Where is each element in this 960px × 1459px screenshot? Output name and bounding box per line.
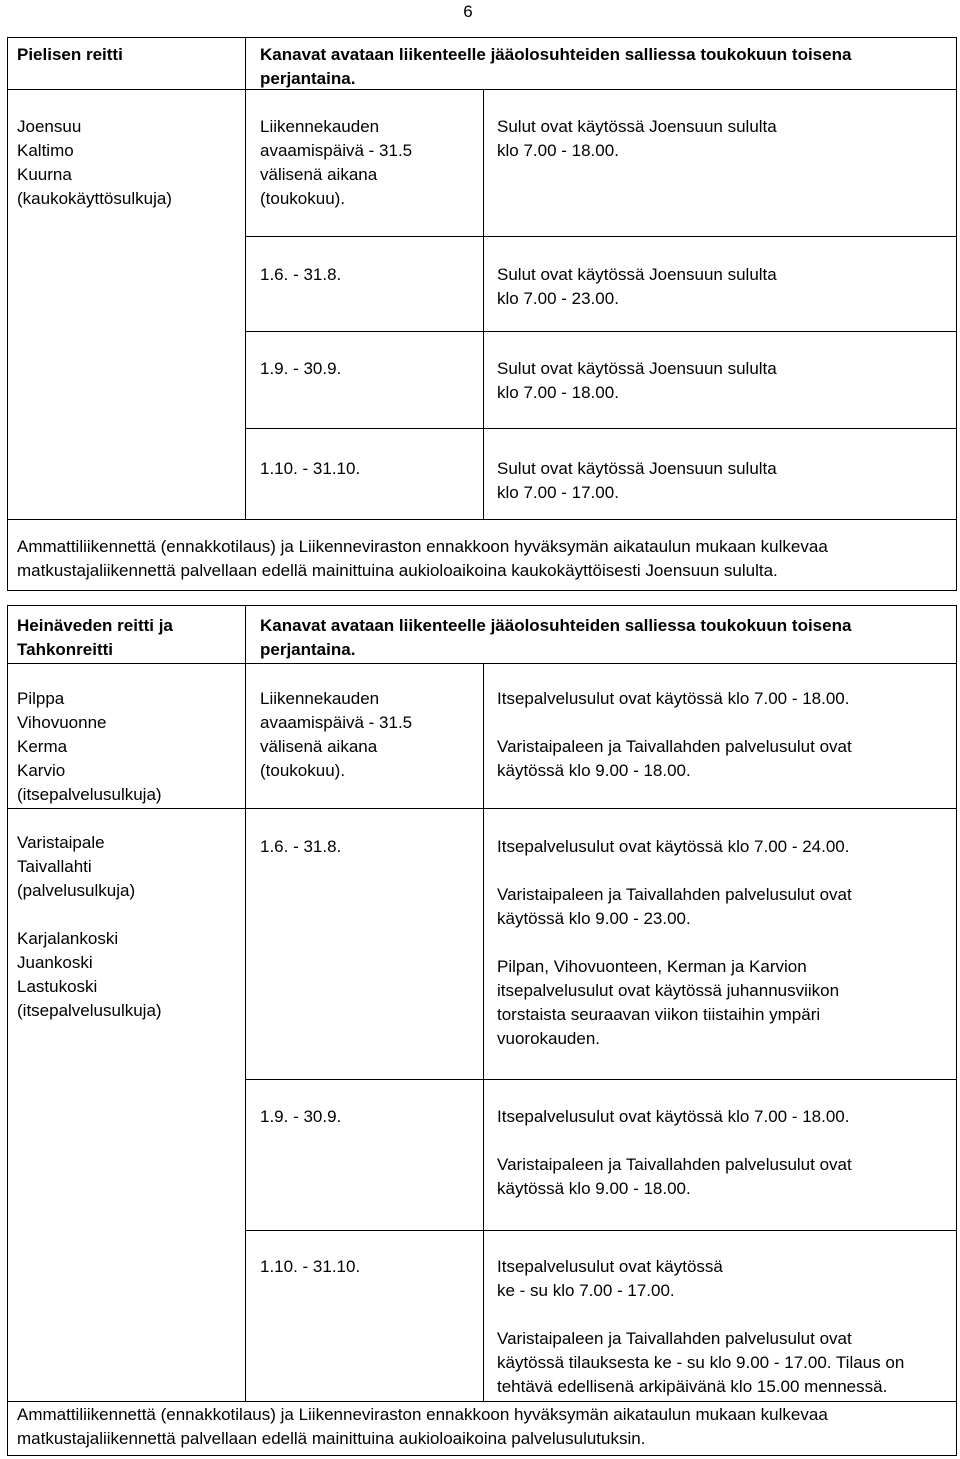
period-line: Liikennekauden — [260, 117, 380, 136]
hours-line: vuorokauden. — [497, 1029, 601, 1048]
hours-line: Itsepalvelusulut ovat käytössä klo 7.00 - 18.00. — [497, 1107, 850, 1126]
hours-cell — [483, 1230, 957, 1402]
hours-paragraph — [497, 687, 956, 711]
footnote-cell — [7, 1401, 957, 1456]
hours-paragraph — [497, 1105, 956, 1129]
hours-paragraph — [497, 735, 956, 783]
opening-note-line: Kanavat avataan liikenteelle jääolosuhteiden salliessa toukokuun toisena — [260, 616, 852, 635]
period-line: välisenä aikana — [260, 737, 378, 756]
lock-name-line: Karjalankoski — [17, 929, 119, 948]
route-title-line: Pielisen reitti — [17, 45, 123, 64]
lock-type-line: (itsepalvelusulkuja) — [17, 1001, 162, 1020]
period-line: (toukokuu). — [260, 189, 346, 208]
lock-name-line: Taivallahti — [17, 857, 92, 876]
hours-line: Sulut ovat käytössä Joensuun sululta — [497, 117, 777, 136]
hours-line: Sulut ovat käytössä Joensuun sululta — [497, 459, 777, 478]
lock-name-line: Kaltimo — [17, 141, 74, 160]
period-line: 1.10. - 31.10. — [260, 1257, 361, 1276]
opening-note-line: Kanavat avataan liikenteelle jääolosuhteiden salliessa toukokuun toisena — [260, 45, 852, 64]
lock-type-line: (palvelusulkuja) — [17, 881, 136, 900]
hours-line: Varistaipaleen ja Taivallahden palvelusulut ovat — [497, 737, 852, 756]
lock-list-cell — [7, 808, 246, 1402]
hours-line: Itsepalvelusulut ovat käytössä — [497, 1257, 723, 1276]
period-line: avaamispäivä - 31.5 — [260, 141, 413, 160]
hours-line: käytössä klo 9.00 - 18.00. — [497, 761, 691, 780]
route-title-line: Heinäveden reitti ja — [17, 616, 173, 635]
hours-line: Pilpan, Vihovuonteen, Kerman ja Karvion — [497, 957, 807, 976]
period-line: 1.6. - 31.8. — [260, 837, 342, 856]
hours-paragraph — [497, 883, 956, 931]
hours-line: Itsepalvelusulut ovat käytössä klo 7.00 - 18.00. — [497, 689, 850, 708]
period-line: 1.6. - 31.8. — [260, 265, 342, 284]
opening-note-cell — [245, 605, 957, 664]
hours-line: Sulut ovat käytössä Joensuun sululta — [497, 359, 777, 378]
lock-name-line: Karvio — [17, 761, 66, 780]
lock-name-line: Joensuu — [17, 117, 82, 136]
route-name-cell — [7, 605, 246, 664]
period-line: Liikennekauden — [260, 689, 380, 708]
lock-group — [17, 927, 245, 1023]
hours-line: ke - su klo 7.00 - 17.00. — [497, 1281, 675, 1300]
hours-line: käytössä tilauksesta ke - su klo 9.00 - 17.00. Tilaus on — [497, 1353, 905, 1372]
hours-paragraph — [497, 1255, 956, 1303]
lock-name-line: Kuurna — [17, 165, 72, 184]
hours-cell — [483, 808, 957, 1080]
route-title-line: Tahkonreitti — [17, 640, 114, 659]
period-cell — [245, 808, 484, 1080]
period-cell — [245, 663, 484, 809]
hours-paragraph — [497, 835, 956, 859]
lock-list-cell — [7, 663, 246, 809]
hours-line: klo 7.00 - 18.00. — [497, 383, 619, 402]
lock-name-line: Juankoski — [17, 953, 93, 972]
hours-line: klo 7.00 - 17.00. — [497, 483, 619, 502]
hours-line: Sulut ovat käytössä Joensuun sululta — [497, 265, 777, 284]
lock-name-line: Kerma — [17, 737, 68, 756]
hours-line: klo 7.00 - 23.00. — [497, 289, 619, 308]
period-line: 1.9. - 30.9. — [260, 359, 342, 378]
page-number: 6 — [463, 2, 473, 21]
hours-line: Itsepalvelusulut ovat käytössä klo 7.00 - 24.00. — [497, 837, 850, 856]
opening-note-line: perjantaina. — [260, 640, 356, 659]
period-cell — [245, 1079, 484, 1231]
period-line: 1.10. - 31.10. — [260, 459, 361, 478]
period-line: välisenä aikana — [260, 165, 378, 184]
hours-line: klo 7.00 - 18.00. — [497, 141, 619, 160]
hours-line: käytössä klo 9.00 - 23.00. — [497, 909, 691, 928]
footnote-line: matkustajaliikennettä palvellaan edellä mainittuina aukioloaikoina kaukokäyttöisesti Joensuun sululta. — [17, 561, 778, 580]
lock-group — [17, 687, 245, 807]
hours-line: torstaista seuraavan viikon tiistaihin ympäri — [497, 1005, 821, 1024]
period-cell — [245, 1230, 484, 1402]
hours-line: Varistaipaleen ja Taivallahden palvelusulut ovat — [497, 1155, 852, 1174]
footnote-line: Ammattiliikennettä (ennakkotilaus) ja Liikenneviraston ennakkoon hyväksymän aikataulun mukaan kulkevaa — [17, 537, 828, 556]
footnote-line: matkustajaliikennettä palvellaan edellä mainittuina aukioloaikoina palvelusulutuksin. — [17, 1429, 646, 1448]
hours-line: käytössä klo 9.00 - 18.00. — [497, 1179, 691, 1198]
hours-line: itsepalvelusulut ovat käytössä juhannusviikon — [497, 981, 840, 1000]
hours-cell — [483, 1079, 957, 1231]
period-line: 1.9. - 30.9. — [260, 1107, 342, 1126]
period-line: avaamispäivä - 31.5 — [260, 713, 413, 732]
hours-line: Varistaipaleen ja Taivallahden palvelusulut ovat — [497, 1329, 852, 1348]
hours-line: tehtävä edellisenä arkipäivänä klo 15.00 mennessä. — [497, 1377, 888, 1396]
hours-paragraph — [497, 955, 956, 1051]
hours-line: Varistaipaleen ja Taivallahden palvelusulut ovat — [497, 885, 852, 904]
period-line: (toukokuu). — [260, 761, 346, 780]
lock-type-line: (kaukokäyttösulkuja) — [17, 189, 172, 208]
lock-name-line: Lastukoski — [17, 977, 98, 996]
lock-name-line: Vihovuonne — [17, 713, 107, 732]
lock-type-line: (itsepalvelusulkuja) — [17, 785, 162, 804]
hours-paragraph — [497, 1153, 956, 1201]
footnote-line: Ammattiliikennettä (ennakkotilaus) ja Liikenneviraston ennakkoon hyväksymän aikataulun mukaan kulkevaa — [17, 1405, 828, 1424]
hours-paragraph — [497, 1327, 956, 1399]
lock-group — [17, 831, 245, 903]
lock-name-line: Pilppa — [17, 689, 65, 708]
lock-name-line: Varistaipale — [17, 833, 105, 852]
hours-cell — [483, 663, 957, 809]
opening-note-line: perjantaina. — [260, 69, 356, 88]
